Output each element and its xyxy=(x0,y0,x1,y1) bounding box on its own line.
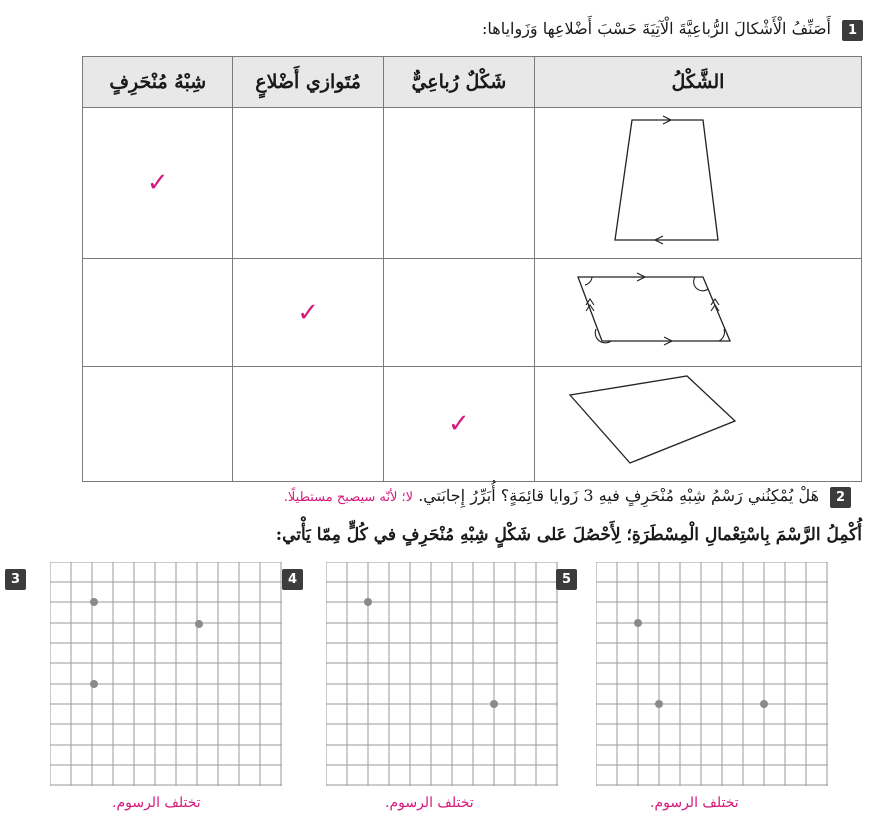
grid-point xyxy=(90,680,98,688)
grid-point xyxy=(364,598,372,606)
table-row xyxy=(83,259,862,367)
question-1-number: 1 xyxy=(842,20,863,41)
grid-point xyxy=(634,619,642,627)
grid-3-answer: تختلف الرسوم. xyxy=(112,795,201,811)
grid-lines xyxy=(596,562,828,786)
grid-point xyxy=(760,700,768,708)
header-quadrilateral: شَكْلٌ رُباعِيٌّ xyxy=(383,57,534,108)
check-cell-quadrilateral[interactable] xyxy=(383,108,534,259)
check-cell-quadrilateral[interactable] xyxy=(383,259,534,367)
table-row xyxy=(83,108,862,259)
check-cell-parallelogram[interactable] xyxy=(233,367,383,482)
question-2-line xyxy=(284,486,819,505)
grid-4-answer: تختلف الرسوم. xyxy=(385,795,474,811)
question-1-text: أَصَنِّفُ الْأَشْكالَ الرُّباعِيَّةَ الْآتِيَةَ حَسْبَ أَضْلاعِها وَزَواياها: xyxy=(481,19,831,38)
grid-point xyxy=(490,700,498,708)
grid-lines xyxy=(326,562,558,786)
shape-cell xyxy=(535,259,862,367)
grid-point xyxy=(655,700,663,708)
grid-3-number: 3 xyxy=(5,569,26,590)
grid-3[interactable] xyxy=(50,562,282,786)
header-shape: الشَّكْلُ xyxy=(535,57,862,108)
check-cell-quadrilateral[interactable]: ✓ xyxy=(383,367,534,482)
header-trapezoid: شِبْهُ مُنْحَرِفٍ xyxy=(83,57,233,108)
header-parallelogram: مُتَوازي أَضْلاعٍ xyxy=(233,57,383,108)
check-cell-trapezoid[interactable]: ✓ xyxy=(83,108,233,259)
grid-5-number: 5 xyxy=(556,569,577,590)
grid-point xyxy=(195,620,203,628)
classification-table xyxy=(82,56,862,482)
quadrilateral-shape xyxy=(535,367,861,477)
parallelogram-shape xyxy=(535,259,861,362)
grid-4[interactable] xyxy=(326,562,558,786)
question-2-number: 2 xyxy=(830,487,851,508)
grid-lines xyxy=(50,562,282,786)
check-cell-trapezoid[interactable] xyxy=(83,259,233,367)
grid-4-number: 4 xyxy=(282,569,303,590)
table-row xyxy=(83,367,862,482)
grid-instruction: أُكْمِلُ الرَّسْمَ بِاسْتِعْمالِ الْمِسْطَرَةِ؛ لِأَحْصُلَ عَلى شَكْلٍ شِبْهِ مُنْحَرِفٍ في كُلٍّ مِمّا يَأْتي: xyxy=(275,525,862,545)
question-2-answer: لا؛ لأنّه سيصبح مستطيلًا. xyxy=(283,490,414,505)
check-cell-parallelogram[interactable] xyxy=(233,108,383,259)
question-2-text: هَلْ يُمْكِنُني رَسْمُ شِبْهِ مُنْحَرِفٍ فيهِ 3 زَوايا قائِمَةٍ؟ أُبَرِّرُ إِجابَتي. xyxy=(418,486,819,505)
grid-point xyxy=(90,598,98,606)
shape-cell xyxy=(535,367,862,482)
trapezoid-shape xyxy=(535,108,861,254)
grid-5[interactable] xyxy=(596,562,828,786)
shape-cell xyxy=(535,108,862,259)
check-cell-parallelogram[interactable]: ✓ xyxy=(233,259,383,367)
table-header-row xyxy=(83,57,862,108)
check-cell-trapezoid[interactable] xyxy=(83,367,233,482)
grid-5-answer: تختلف الرسوم. xyxy=(650,795,739,811)
